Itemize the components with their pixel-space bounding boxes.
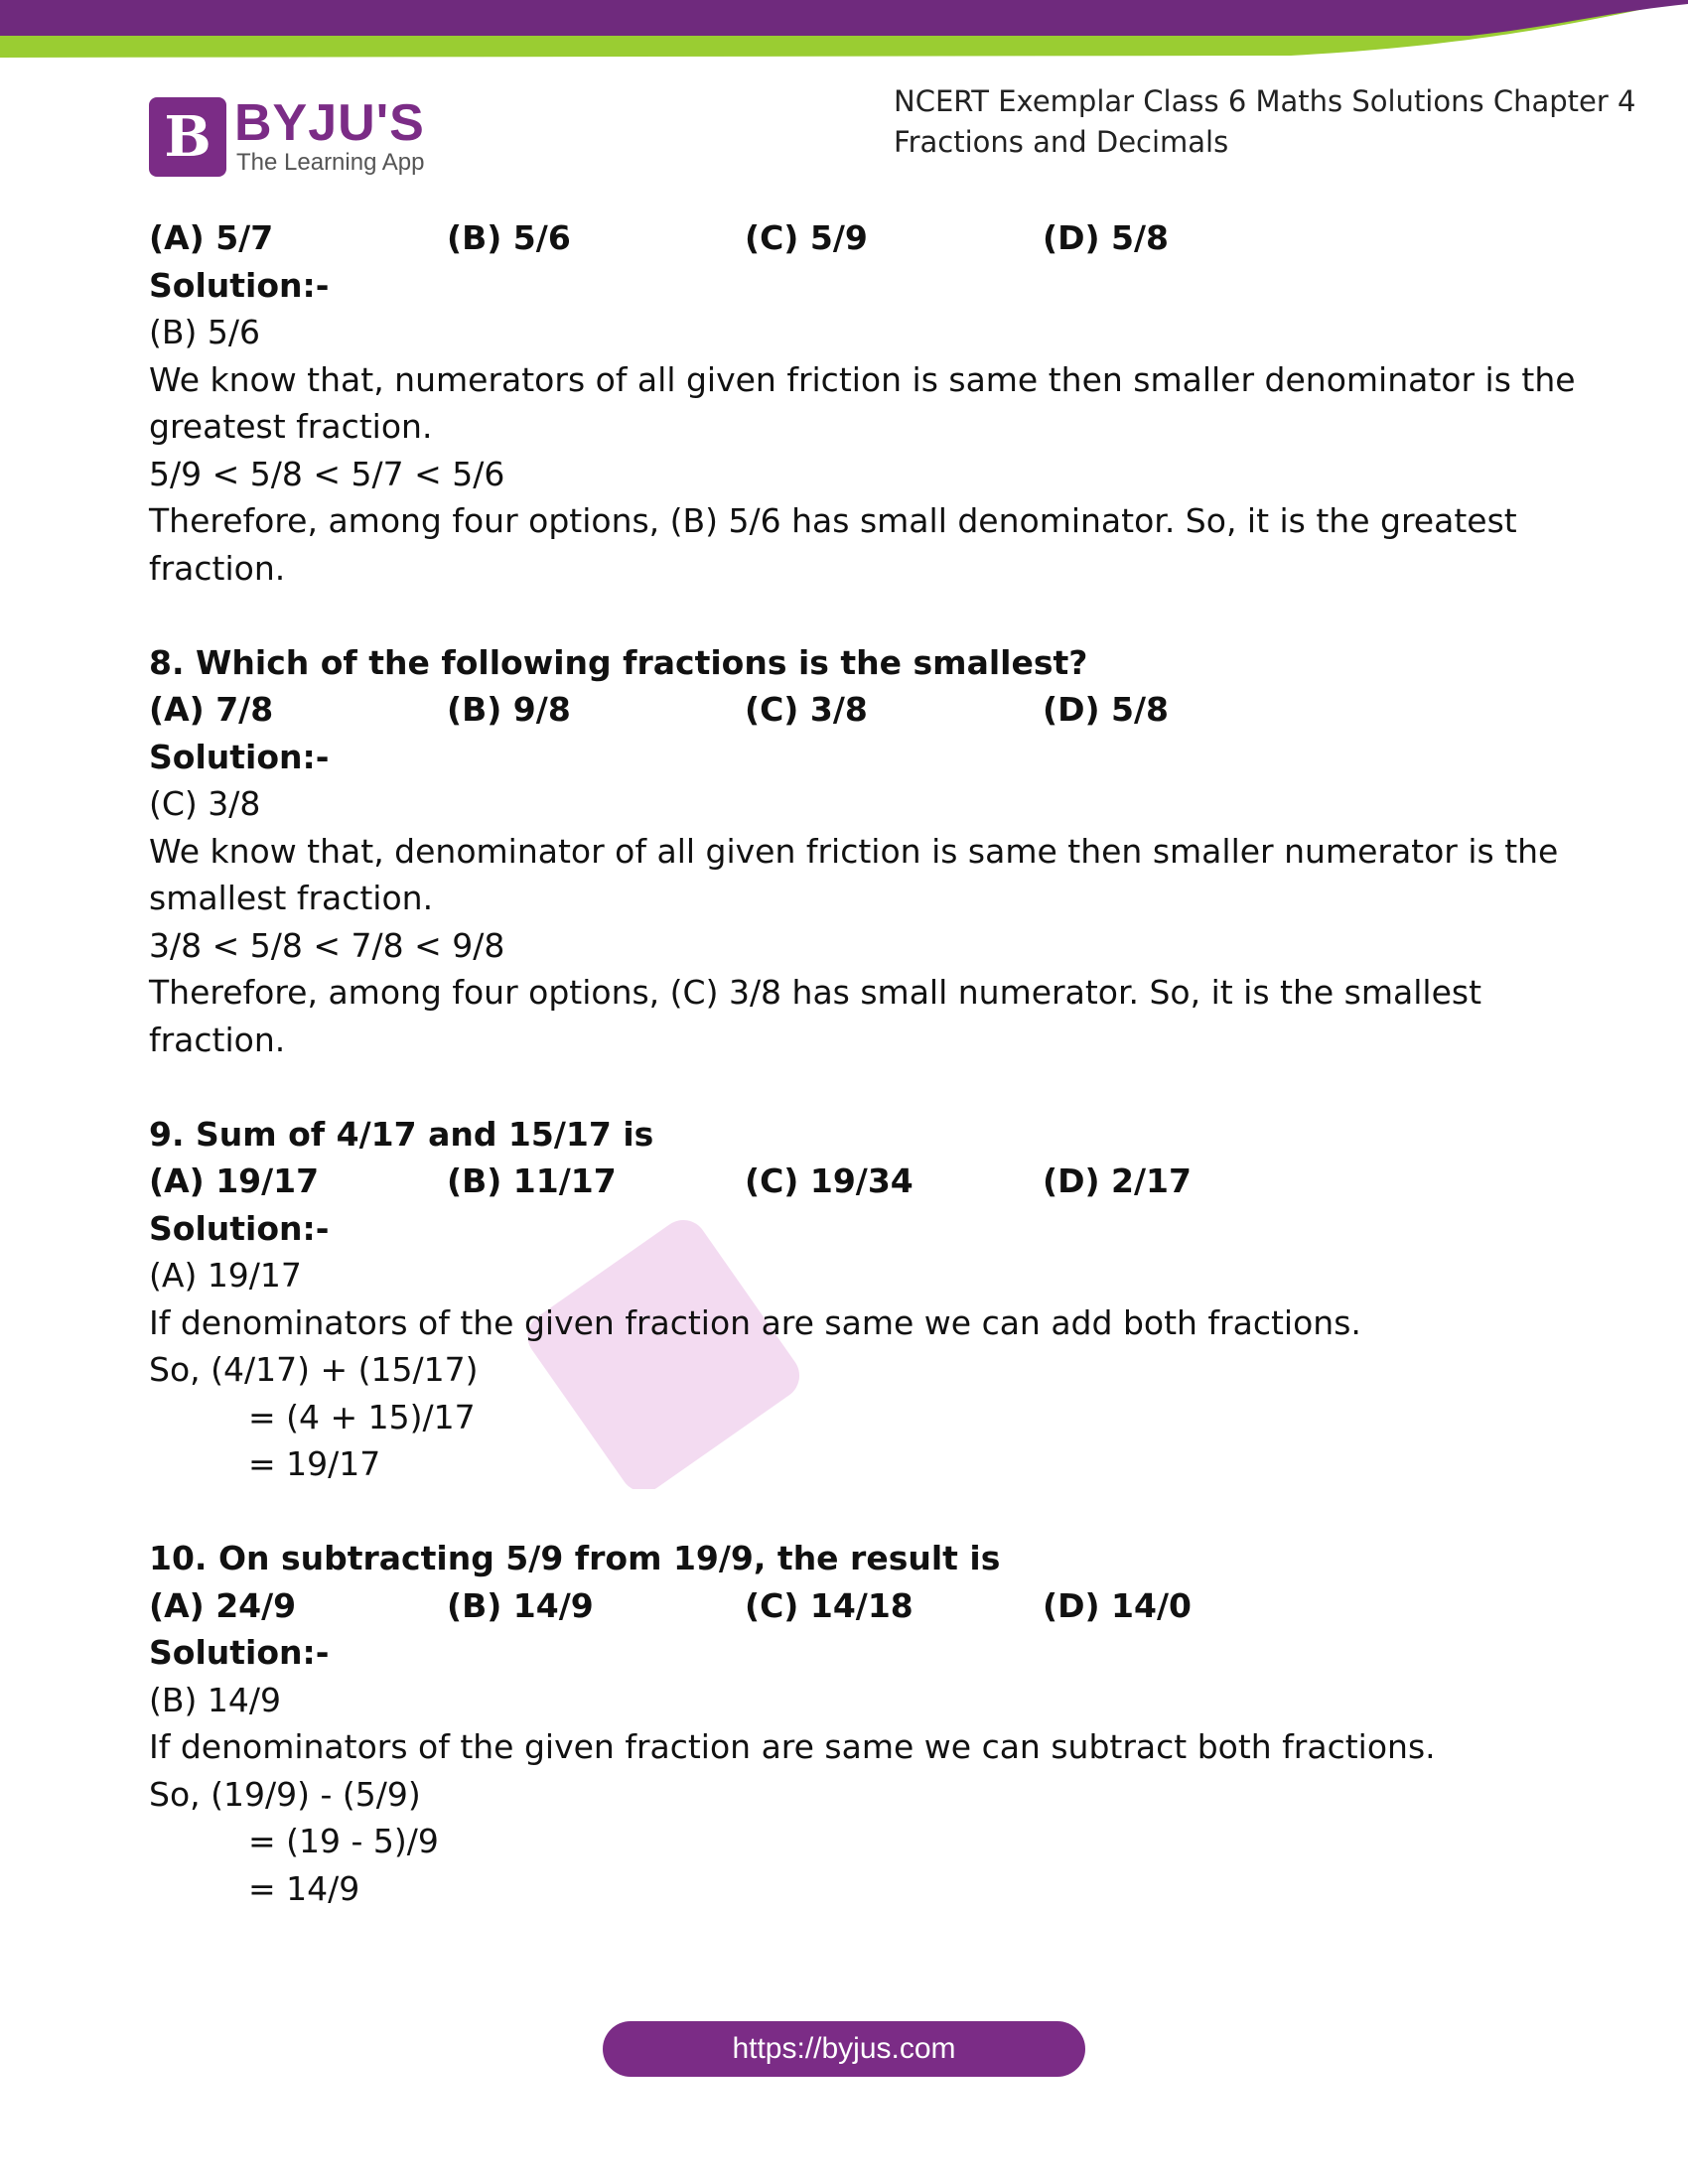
q8-option-a: (A) 7/8: [149, 690, 274, 729]
page-content: [149, 214, 1579, 1912]
q10-step2: = (19 - 5)/9: [248, 1822, 439, 1860]
byjus-logo: [149, 94, 447, 179]
q10-option-c: (C) 14/18: [745, 1585, 914, 1625]
q8-answer: (C) 3/8: [149, 784, 261, 823]
logo-mark: [149, 97, 226, 177]
q8-options: [149, 686, 1579, 734]
document-title: [894, 81, 1636, 163]
q7-option-c: (C) 5/9: [745, 218, 868, 257]
q10-options: [149, 1582, 1579, 1630]
q7-explanation-line2: greatest fraction.: [149, 407, 433, 446]
q9-option-a: (A) 19/17: [149, 1161, 320, 1200]
logo-name: BYJU'S: [234, 94, 425, 152]
q9-options: [149, 1158, 1579, 1205]
logo-letter: B: [164, 104, 211, 170]
q9-step1: So, (4/17) + (15/17): [149, 1350, 479, 1389]
document-title-line2: Fractions and Decimals: [894, 125, 1229, 159]
q8-conclusion-line2: fraction.: [149, 1020, 286, 1059]
q9-option-b: (B) 11/17: [447, 1161, 617, 1200]
q7-order: 5/9 < 5/8 < 5/7 < 5/6: [149, 454, 505, 493]
q7-option-b: (B) 5/6: [447, 218, 571, 257]
q9-question: 9. Sum of 4/17 and 15/17 is: [149, 1114, 654, 1154]
q7-answer: (B) 5/6: [149, 313, 260, 351]
q10-step3: = 14/9: [248, 1868, 360, 1908]
q9-option-c: (C) 19/34: [745, 1161, 914, 1200]
q8-option-c: (C) 3/8: [745, 690, 868, 729]
q8-explanation-line2: smallest fraction.: [149, 879, 434, 917]
q7-option-a: (A) 5/7: [149, 218, 274, 257]
document-title-line1: NCERT Exemplar Class 6 Maths Solutions Chapter 4: [894, 84, 1636, 118]
footer-url-link[interactable]: https://byjus.com: [603, 2021, 1085, 2077]
q9-answer: (A) 19/17: [149, 1256, 302, 1295]
q8-solution-label: Solution:-: [149, 737, 330, 776]
q9-step2: = (4 + 15)/17: [248, 1397, 476, 1436]
q10-option-a: (A) 24/9: [149, 1585, 297, 1625]
q7-solution-label: Solution:-: [149, 265, 330, 305]
q9-solution-label: Solution:-: [149, 1208, 330, 1248]
q8-explanation-line1: We know that, denominator of all given friction is same then smaller numerator is the: [149, 831, 1559, 871]
q10-step1: So, (19/9) - (5/9): [149, 1774, 421, 1814]
q10-question: 10. On subtracting 5/9 from 19/9, the result is: [149, 1539, 1001, 1577]
q7-option-d: (D) 5/8: [1043, 218, 1170, 257]
q8-question: 8. Which of the following fractions is the smallest?: [149, 642, 1088, 682]
q7-explanation-line1: We know that, numerators of all given friction is same then smaller denominator is the: [149, 359, 1576, 399]
q9-option-d: (D) 2/17: [1043, 1161, 1192, 1200]
q10-answer: (B) 14/9: [149, 1680, 281, 1719]
logo-tagline: The Learning App: [236, 149, 425, 176]
q8-option-b: (B) 9/8: [447, 690, 571, 729]
q8-option-d: (D) 5/8: [1043, 690, 1170, 729]
top-banner: [0, 0, 1688, 62]
q9-explanation: If denominators of the given fraction are same we can add both fractions.: [149, 1302, 1361, 1342]
q8-conclusion-line1: Therefore, among four options, (C) 3/8 has small numerator. So, it is the smallest: [149, 973, 1482, 1012]
q9-step3: = 19/17: [248, 1444, 381, 1483]
q10-option-d: (D) 14/0: [1043, 1585, 1192, 1625]
q7-options: [149, 214, 1579, 262]
q7-conclusion-line1: Therefore, among four options, (B) 5/6 has small denominator. So, it is the greatest: [149, 501, 1517, 540]
q10-explanation: If denominators of the given fraction are same we can subtract both fractions.: [149, 1727, 1436, 1766]
q10-option-b: (B) 14/9: [447, 1585, 594, 1625]
q10-solution-label: Solution:-: [149, 1633, 330, 1672]
q7-conclusion-line2: fraction.: [149, 548, 286, 588]
q8-order: 3/8 < 5/8 < 7/8 < 9/8: [149, 925, 505, 965]
